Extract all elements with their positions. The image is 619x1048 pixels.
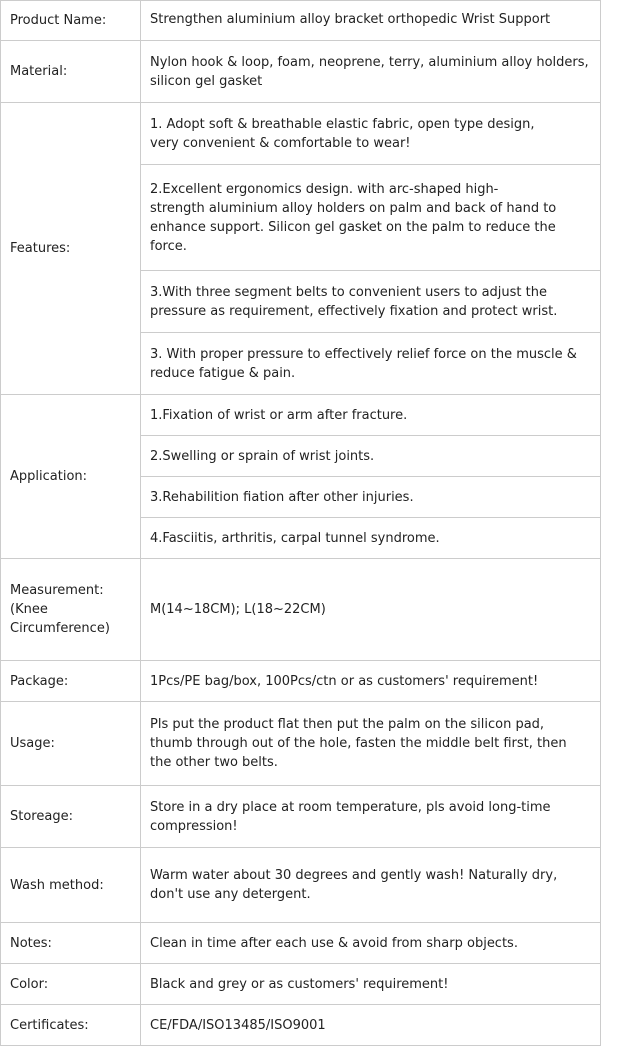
wash-method-label: Wash method: [1, 848, 141, 923]
package-label: Package: [1, 661, 141, 702]
features-label: Features: [1, 103, 141, 395]
row-usage [1, 702, 601, 786]
row-package [1, 661, 601, 702]
application-label: Application: [1, 395, 141, 559]
application-item: 3.Rehabilition fiation after other injuries. [141, 477, 601, 518]
product-name-value: Strengthen aluminium alloy bracket orthopedic Wrist Support [141, 1, 601, 41]
application-item: 1.Fixation of wrist or arm after fracture. [141, 395, 601, 436]
usage-value: Pls put the product flat then put the palm on the silicon pad, thumb through out of the hole, fasten the middle belt first, then the other two belts. [141, 702, 601, 786]
row-color [1, 964, 601, 1005]
measurement-label: Measurement: (Knee Circumference) [1, 559, 141, 661]
row-product-name [1, 1, 601, 41]
certificates-value: CE/FDA/ISO13485/ISO9001 [141, 1005, 601, 1046]
feature-item: 3. With proper pressure to effectively relief force on the muscle & reduce fatigue & pain. [141, 333, 601, 395]
application-item: 2.Swelling or sprain of wrist joints. [141, 436, 601, 477]
row-measurement [1, 559, 601, 661]
feature-item: 1. Adopt soft & breathable elastic fabric, open type design, very convenient & comfortable to wear! [141, 103, 601, 165]
feature-item: 2.Excellent ergonomics design. with arc-shaped high- strength aluminium alloy holders on palm and back of hand to enhance support. Silicon gel gasket on the palm to reduce the force. [141, 165, 601, 271]
row-notes [1, 923, 601, 964]
storeage-label: Storeage: [1, 786, 141, 848]
row-certificates [1, 1005, 601, 1046]
usage-label: Usage: [1, 702, 141, 786]
product-name-label: Product Name: [1, 1, 141, 41]
row-wash-method [1, 848, 601, 923]
notes-value: Clean in time after each use & avoid from sharp objects. [141, 923, 601, 964]
certificates-label: Certificates: [1, 1005, 141, 1046]
package-value: 1Pcs/PE bag/box, 100Pcs/ctn or as customers' requirement! [141, 661, 601, 702]
row-material [1, 41, 601, 103]
measurement-value: M(14~18CM); L(18~22CM) [141, 559, 601, 661]
storeage-value: Store in a dry place at room temperature, pls avoid long-time compression! [141, 786, 601, 848]
feature-item: 3.With three segment belts to convenient users to adjust the pressure as requirement, effectively fixation and protect wrist. [141, 271, 601, 333]
row-storeage [1, 786, 601, 848]
material-value: Nylon hook & loop, foam, neoprene, terry, aluminium alloy holders, silicon gel gasket [141, 41, 601, 103]
wash-method-value: Warm water about 30 degrees and gently wash! Naturally dry, don't use any detergent. [141, 848, 601, 923]
application-item: 4.Fasciitis, arthritis, carpal tunnel syndrome. [141, 518, 601, 559]
color-value: Black and grey or as customers' requirement! [141, 964, 601, 1005]
material-label: Material: [1, 41, 141, 103]
color-label: Color: [1, 964, 141, 1005]
notes-label: Notes: [1, 923, 141, 964]
row-features [1, 103, 601, 165]
row-application [1, 395, 601, 436]
